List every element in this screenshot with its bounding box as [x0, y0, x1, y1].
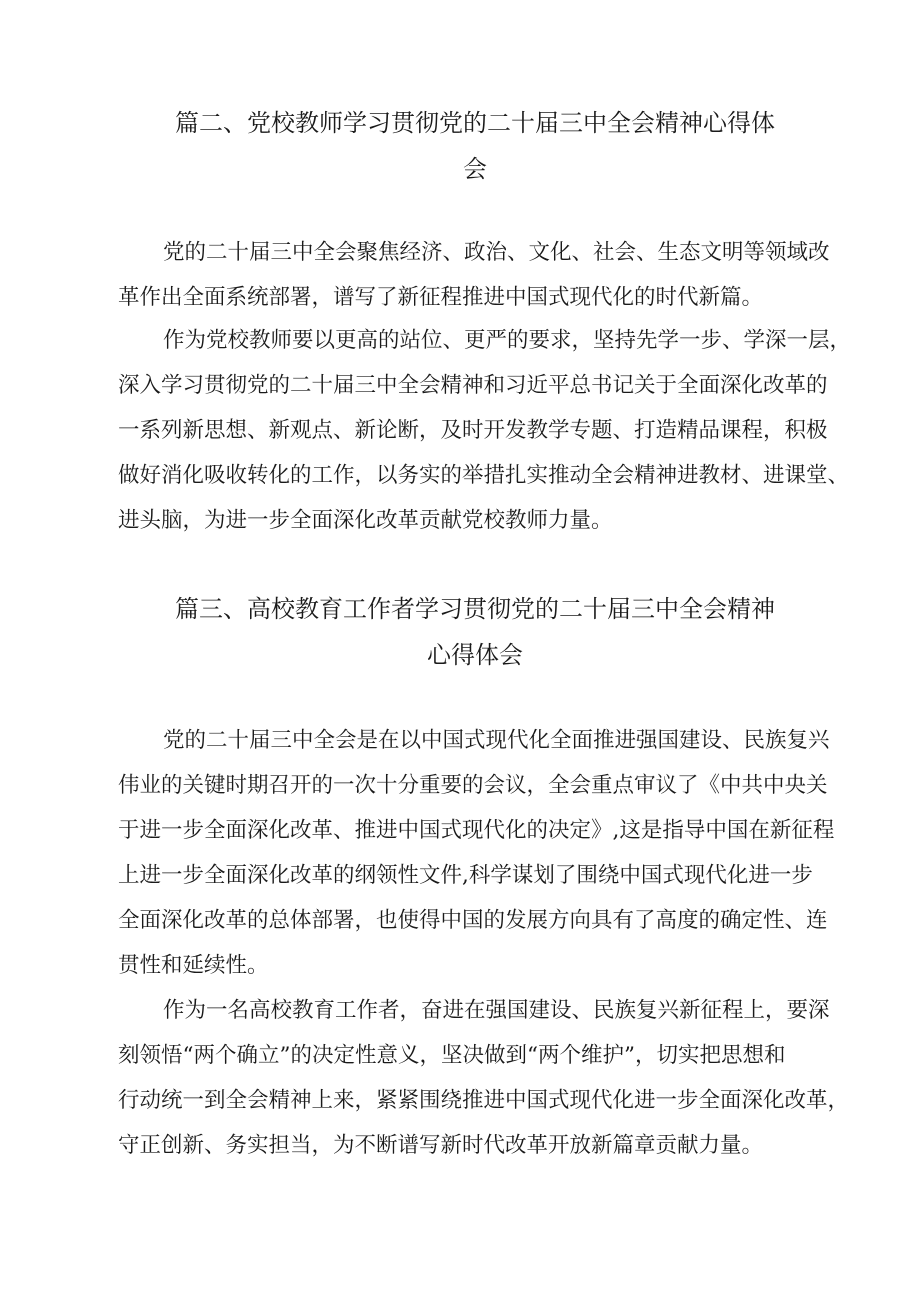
section-title-line: 篇三、高校教育工作者学习贯彻党的二十届三中全会精神 — [175, 595, 775, 623]
text-line: 进头脑，为进一步全面深化改革贡献党校教师力量。 — [118, 508, 613, 533]
section-3-paragraph-1 — [118, 718, 848, 988]
text-line: 守正创新、务实担当，为不断谱写新时代改革开放新篇章贡献力量。 — [118, 1133, 764, 1158]
section-title-line: 篇二、党校教师学习贯彻党的二十届三中全会精神心得体 — [175, 109, 775, 137]
text-line: 伟业的关键时期召开的一次十分重要的会议，全会重点审议了《中共中央关 — [118, 773, 828, 798]
section-title-line: 心得体会 — [427, 641, 523, 669]
section-2-paragraph-1 — [118, 230, 848, 320]
text-line: 贯性和延续性。 — [118, 953, 269, 978]
section-title-2 — [120, 100, 830, 192]
section-title-line: 会 — [463, 155, 487, 183]
text-line: 革作出全面系统部署，谱写了新征程推进中国式现代化的时代新篇。 — [118, 285, 764, 310]
text-line: 作为党校教师要以更高的站位、更严的要求，坚持先学一步、学深一层， — [163, 328, 852, 353]
section-3-paragraph-2 — [118, 988, 848, 1168]
text-line: 刻领悟“两个确立”的决定性意义，坚决做到“两个维护”，切实把思想和 — [118, 1043, 786, 1068]
text-line: 于进一步全面深化改革、推进中国式现代化的决定》,这是指导中国在新征程 — [118, 818, 835, 843]
section-title-3 — [120, 586, 830, 678]
text-line: 行动统一到全会精神上来，紧紧围绕推进中国式现代化进一步全面深化改革， — [118, 1088, 850, 1113]
text-line: 作为一名高校教育工作者，奋进在强国建设、民族复兴新征程上，要深 — [163, 998, 830, 1023]
text-line: 深入学习贯彻党的二十届三中全会精神和习近平总书记关于全面深化改革的 — [118, 373, 828, 398]
text-line: 党的二十届三中全会聚焦经济、政治、文化、社会、生态文明等领域改 — [163, 240, 830, 265]
text-line: 上进一步全面深化改革的纲领性文件,科学谋划了围绕中国式现代化进一步 — [118, 863, 813, 888]
text-line: 一系列新思想、新观点、新论断，及时开发教学专题、打造精品课程，积极 — [118, 418, 828, 443]
text-line: 党的二十届三中全会是在以中国式现代化全面推进强国建设、民族复兴 — [163, 728, 830, 753]
text-line: 做好消化吸收转化的工作，以务实的举措扎实推动全会精神进教材、进课堂、 — [118, 463, 850, 488]
section-2-paragraph-2 — [118, 318, 852, 543]
text-line: 全面深化改革的总体部署，也使得中国的发展方向具有了高度的确定性、连 — [118, 908, 828, 933]
